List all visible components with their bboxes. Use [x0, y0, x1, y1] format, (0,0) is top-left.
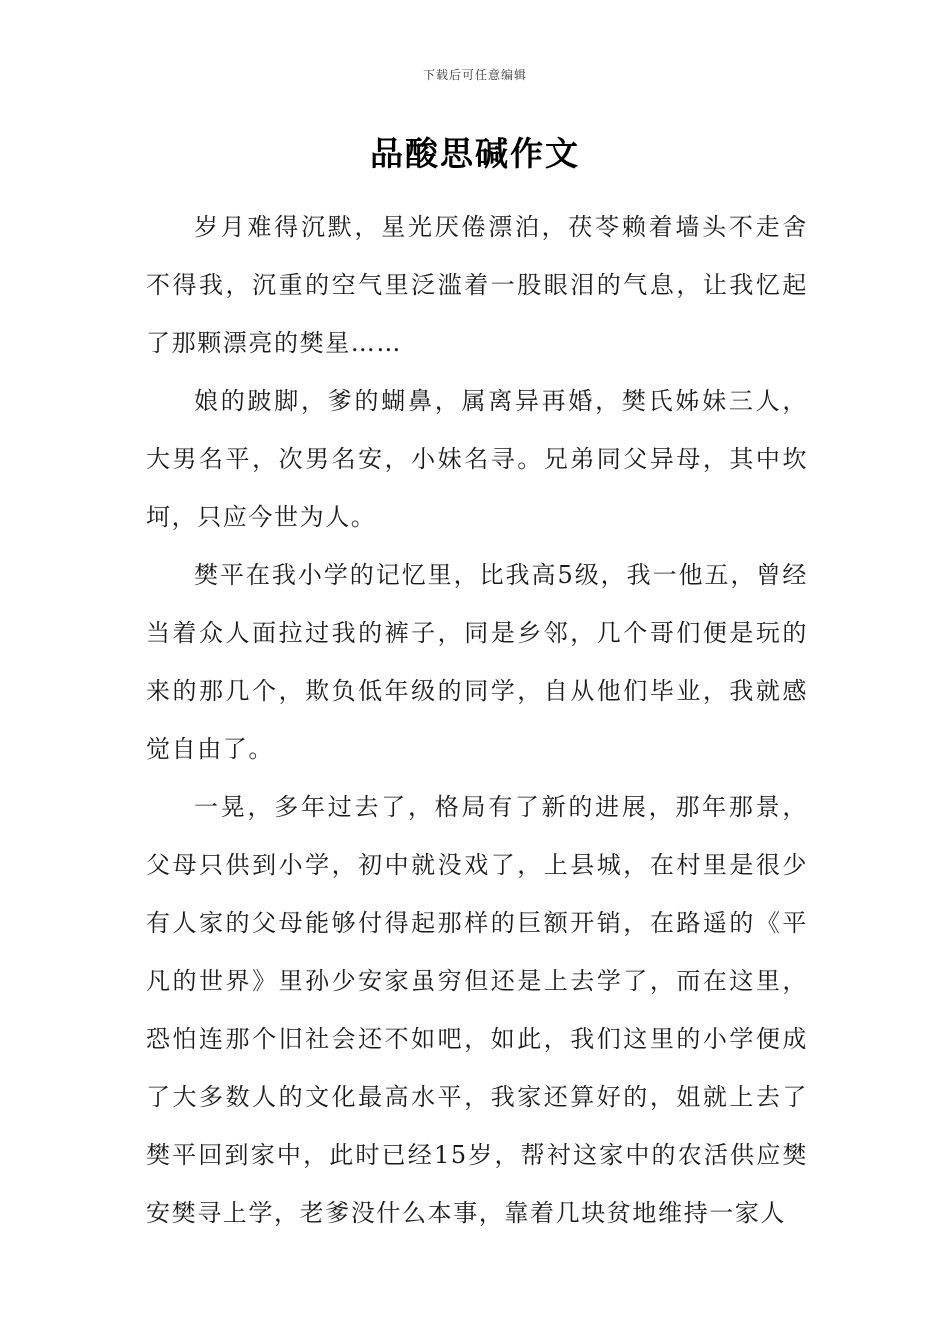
paragraph: 一晃，多年过去了，格局有了新的进展，那年那景，父母只供到小学，初中就没戏了，上县城，在村里是很少有人家的父母能够付得起那样的巨额开销，在路遥的《平凡的世界》里孙少安家虽穷但还是上去学了，而在这里，恐怕连那个旧社会还不如吧，如此，我们这里的小学便成了大多数人的文化最高水平，我家还算好的，姐就上去了樊平回到家中，此时已经15岁，帮衬这家中的农活供应樊安樊寻上学，老爹没什么本事，靠着几块贫地维持一家人 [146, 793, 808, 1227]
document-body [146, 198, 808, 1242]
paragraph: 岁月难得沉默，星光厌倦漂泊，茯苓赖着墙头不走舍不得我，沉重的空气里泛滥着一股眼泪的气息，让我忆起了那颗漂亮的樊星…… [146, 213, 808, 357]
header-note: 下载后可任意编辑 [422, 68, 527, 82]
document-title: 品酸思碱作文 [370, 134, 580, 173]
paragraph: 娘的跛脚，爹的蝴鼻，属离异再婚，樊氏姊妹三人，大男名平，次男名安，小妹名寻。兄弟同父异母，其中坎坷，只应今世为人。 [146, 387, 808, 531]
paragraph: 樊平在我小学的记忆里，比我高5级，我一他五，曾经当着众人面拉过我的裤子，同是乡邻，几个哥们便是玩的来的那几个，欺负低年级的同学，自从他们毕业，我就感觉自由了。 [146, 561, 808, 763]
